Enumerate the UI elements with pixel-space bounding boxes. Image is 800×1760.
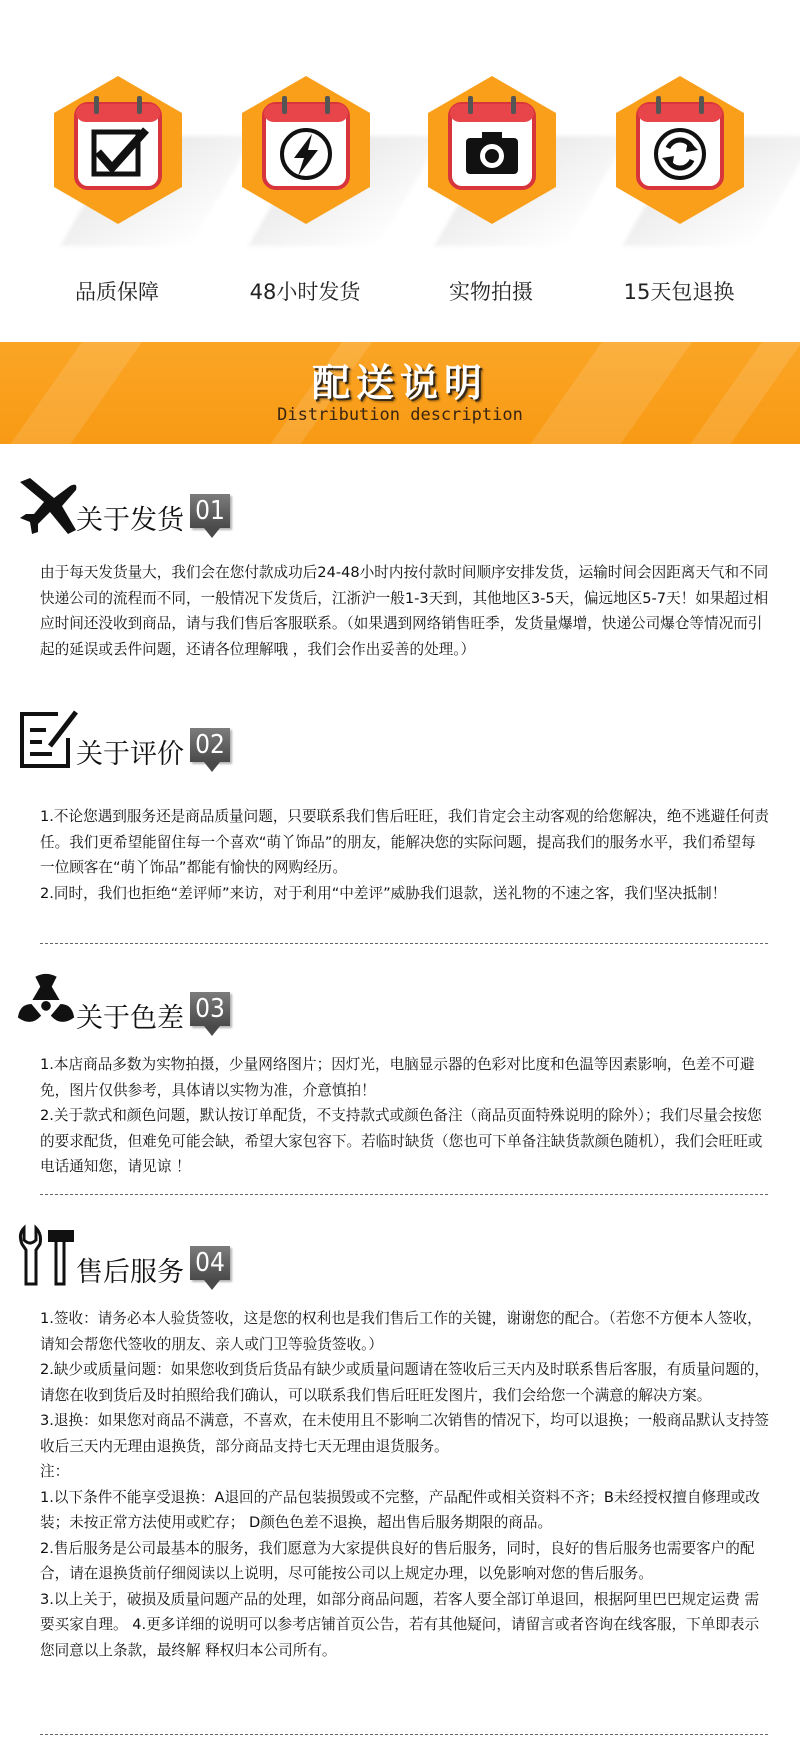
- feature-row: [0, 76, 800, 316]
- feature-label: 品质保障: [75, 280, 159, 304]
- section-title: 关于评价: [76, 739, 184, 770]
- section-number-badge: 03: [190, 992, 230, 1026]
- section-body: [40, 1306, 770, 1663]
- section-title: 售后服务: [76, 1257, 184, 1288]
- section-body: [40, 804, 770, 906]
- distribution-banner: [0, 342, 800, 444]
- section-number-badge: 02: [190, 728, 230, 762]
- section-color: [0, 970, 800, 1200]
- edit-note-icon: [16, 706, 80, 770]
- chevron-down-icon: [393, 0, 407, 6]
- banner-subtitle: Distribution description: [277, 405, 523, 425]
- check-icon: [54, 76, 182, 224]
- feature-label: 48小时发货: [249, 280, 361, 304]
- section-paragraph: 1.签收：请务必本人验货签收，这是您的权利也是我们售后工作的关键，谢谢您的配合。（若您不方便本人签收，请知会帮您代签收的朋友、亲人或门卫等验货签收。）: [40, 1310, 762, 1353]
- section-paragraph: 注：: [40, 1463, 70, 1480]
- section-number-badge: 01: [190, 494, 230, 528]
- airplane-icon: [16, 472, 80, 536]
- tools-icon: [16, 1224, 80, 1288]
- section-paragraph: 2.同时，我们也拒绝“差评师”来访，对于利用“中差评”威胁我们退款，送礼物的不速之客，我们坚决抵制！: [40, 884, 727, 902]
- section-paragraph: 2.关于款式和颜色问题，默认按订单配货，不支持款式或颜色备注（商品页面特殊说明的除外）；我们尽量会按您的要求配货，但难免可能会缺，希望大家包容下。若临时缺货（您也可下单备注缺货款颜色随机），我们会旺旺或电话通知您，请见谅 ！: [40, 1107, 763, 1175]
- lightning-icon: [242, 76, 370, 224]
- feature-photo: [406, 76, 576, 316]
- section-paragraph: 2.售后服务是公司最基本的服务，我们愿意为大家提供良好的售后服务，同时，良好的售后服务也需要客户的配合，请在退换货前仔细阅读以上说明，尽可能按公司以上规定办理，以免影响对您的售后服务。: [40, 1539, 755, 1582]
- section-body: [40, 1052, 770, 1180]
- camera-icon: [428, 76, 556, 224]
- refresh-icon: [616, 76, 744, 224]
- section-paragraph: 1.本店商品多数为实物拍摄，少量网络图片；因灯光，电脑显示器的色彩对比度和色温等因素影响，色差不可避免，图片仅供参考，具体请以实物为准，介意慎拍！: [40, 1056, 755, 1099]
- section-paragraph: 3.以上关于，破损及质量问题产品的处理，如部分商品问题，若客人要全部订单退回，根据阿里巴巴规定运费 需要买家自理。 4.更多详细的说明可以参考店铺首页公告，若有其他疑问，请留言或者咨询在线客服，下单即表示您同意以上条款，最终解 释权归本公司所有。: [40, 1590, 760, 1659]
- divider: [40, 943, 768, 944]
- banner-title: 配送说明: [311, 360, 488, 405]
- section-shipping: [0, 472, 800, 672]
- section-paragraph: 由于每天发货量大，我们会在您付款成功后24-48小时内按付款时间顺序安排发货，运输时间会因距离天气和不同快递公司的流程而不同，一般情况下发货后，江浙沪一般1-3天到，其他地区3-5天，偏远地区5-7天！如果超过相应时间还没收到商品，请与我们售后客服联系。（如果遇到网络销售旺季，发货量爆增，快递公司爆仓等情况而引起的延误或丢件问题，还请各位理解哦 ，我们会作出妥善的处理。）: [40, 564, 769, 658]
- feature-return: [594, 76, 764, 316]
- feature-shipping: [220, 76, 390, 316]
- feature-quality: [32, 76, 202, 316]
- section-paragraph: 3.退换：如果您对商品不满意，不喜欢，在未使用且不影响二次销售的情况下，均可以退换；一般商品默认支持签收后三天内无理由退换货，部分商品支持七天无理由退货服务。: [40, 1412, 770, 1455]
- section-review: [0, 706, 800, 966]
- section-aftersales: [0, 1224, 800, 1744]
- feature-label: 15天包退换: [623, 280, 735, 304]
- section-paragraph: 1.不论您遇到服务还是商品质量问题，只要联系我们售后旺旺，我们肯定会主动客观的给您解决，绝不逃避任何责任。我们更希望能留住每一个喜欢“萌丫饰品”的朋友，能解决您的实际问题，提高我们的服务水平，我们希望每一位顾客在“萌丫饰品”都能有愉快的网购经历。: [40, 808, 770, 876]
- divider: [40, 1734, 768, 1735]
- section-title: 关于色差: [76, 1003, 184, 1034]
- section-title: 关于发货: [76, 505, 184, 536]
- section-paragraph: 2.缺少或质量问题：如果您收到货后货品有缺少或质量问题请在签收后三天内及时联系售后客服，有质量问题的，请您在收到货后及时拍照给我们确认，可以联系我们售后旺旺发图片，我们会给您一个满意的解决方案。: [40, 1361, 770, 1404]
- section-body: [40, 560, 770, 662]
- section-paragraph: 1.以下条件不能享受退换：A退回的产品包装损毁或不完整，产品配件或相关资料不齐；B未经授权擅自修理或改装；未按正常方法使用或贮存； D颜色色差不退换，超出售后服务期限的商品。: [40, 1488, 760, 1531]
- divider: [40, 1194, 768, 1195]
- radiation-icon: [14, 970, 80, 1034]
- feature-label: 实物拍摄: [449, 280, 533, 304]
- section-number-badge: 04: [190, 1246, 230, 1280]
